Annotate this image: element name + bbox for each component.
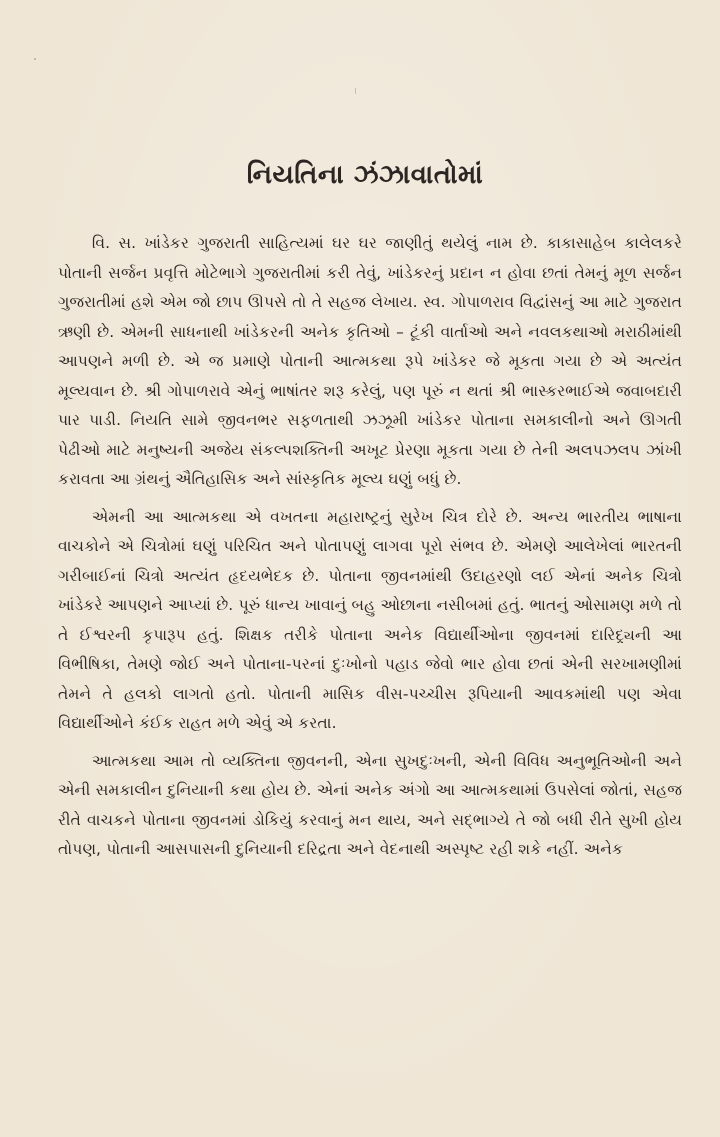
chapter-title: નિયતિના ઝંઝાવાતોમાં [246, 160, 484, 190]
paper-speck [34, 58, 36, 60]
paper-speck [355, 88, 356, 94]
paragraph-3: આત્મકથા આમ તો વ્યક્તિના જીવનની, એના સુખદુઃખની, એની વિવિધ અનુભૂતિઓની અને એની સમકાલીન દુનિયાની કથા હોય છે. એનાં અનેક અંગો આ આત્મકથામાં ઉપસેલાં જોતાં, સહજ રીતે વાચકને પોતાના જીવનમાં ડોકિયું કરવાનું મન થાય, અને સદ્ભાગ્યે તે જો બધી રીતે સુખી હોય તોપણ, પોતાની આસપાસની દુનિયાની દરિદ્રતા અને વેદનાથી અસ્પૃષ્ટ રહી શકે નહીં. અનેક [58, 751, 682, 858]
paragraph-2: એમની આ આત્મકથા એ વખતના મહારાષ્ટ્રનું સુરેખ ચિત્ર દોરે છે. અન્ય ભારતીય ભાષાના વાચકોને એ ચિત્રોમાં ઘણું પરિચિત અને પોતાપણું લાગવા પૂરો સંભવ છે. એમણે આલેખેલાં ભારતની ગરીબાઈનાં ચિત્રો અત્યંત હૃદયભેદક છે. પોતાના જીવનમાંથી ઉદાહરણો લઈ એનાં અનેક ચિત્રો ખાંડેકરે આપણને આપ્યાં છે. પૂરું ધાન્ય ખાવાનું બહુ ઓછાના નસીબમાં હતું. ભાતનું ઓસામણ મળે તો તે ઈશ્વરની કૃપારૂપ હતું. શિક્ષક તરીકે પોતાના અનેક વિદ્યાર્થીઓના જીવનમાં દારિદ્ર્યની આ વિભીષિકા, તેમણે જોઈ અને પોતાના-પરનાં દુઃખોનો પહાડ જેવો ભાર હોવા છતાં એની સરખામણીમાં તેમને તે હલકો લાગતો હતો. પોતાની માસિક વીસ-પચ્ચીસ રૂપિયાની આવકમાંથી પણ એવા વિદ્યાર્થીઓને કંઈક રાહત મળે એવું એ કરતા. [58, 507, 682, 732]
paragraph-1: વિ. સ. ખાંડેકર ગુજરાતી સાહિત્યમાં ઘર ઘર જાણીતું થયેલું નામ છે. કાકાસાહેબ કાલેલકરે પોતાની સર્જન પ્રવૃત્તિ મોટેભાગે ગુજરાતીમાં કરી તેવું, ખાંડેકરનું પ્રદાન ન હોવા છતાં તેમનું મૂળ સર્જન ગુજરાતીમાં હશે એમ જો છાપ ઊપસે તો તે સહજ લેખાય. સ્વ. ગોપાળરાવ વિદ્વાંસનું આ માટે ગુજરાત ઋણી છે. એમની સાધનાથી ખાંડેકરની અનેક કૃતિઓ – ટૂંકી વાર્તાઓ અને નવલકથાઓ મરાઠીમાંથી આપણને મળી છે. એ જ પ્રમાણે પોતાની આત્મકથા રૂપે ખાંડેકર જે મૂકતા ગયા છે એ અત્યંત મૂલ્યવાન છે. શ્રી ગોપાળરાવે એનું ભાષાંતર શરૂ કરેલું, પણ પૂરું ન થતાં શ્રી ભાસ્કરભાઈએ જવાબદારી પાર પાડી. નિયતિ સામે જીવનભર સફળતાથી ઝઝૂમી ખાંડેકર પોતાના સમકાલીનો અને ઊગતી પેઢીઓ માટે મનુષ્યની અજેય સંકલ્પશક્તિની અખૂટ પ્રેરણા મૂકતા ગયા છે તેની અલપઝલપ ઝાંખી કરાવતા આ ગ્રંથનું ઐતિહાસિક અને સાંસ્કૃતિક મૂલ્ય ઘણું બધું છે. [58, 234, 682, 488]
